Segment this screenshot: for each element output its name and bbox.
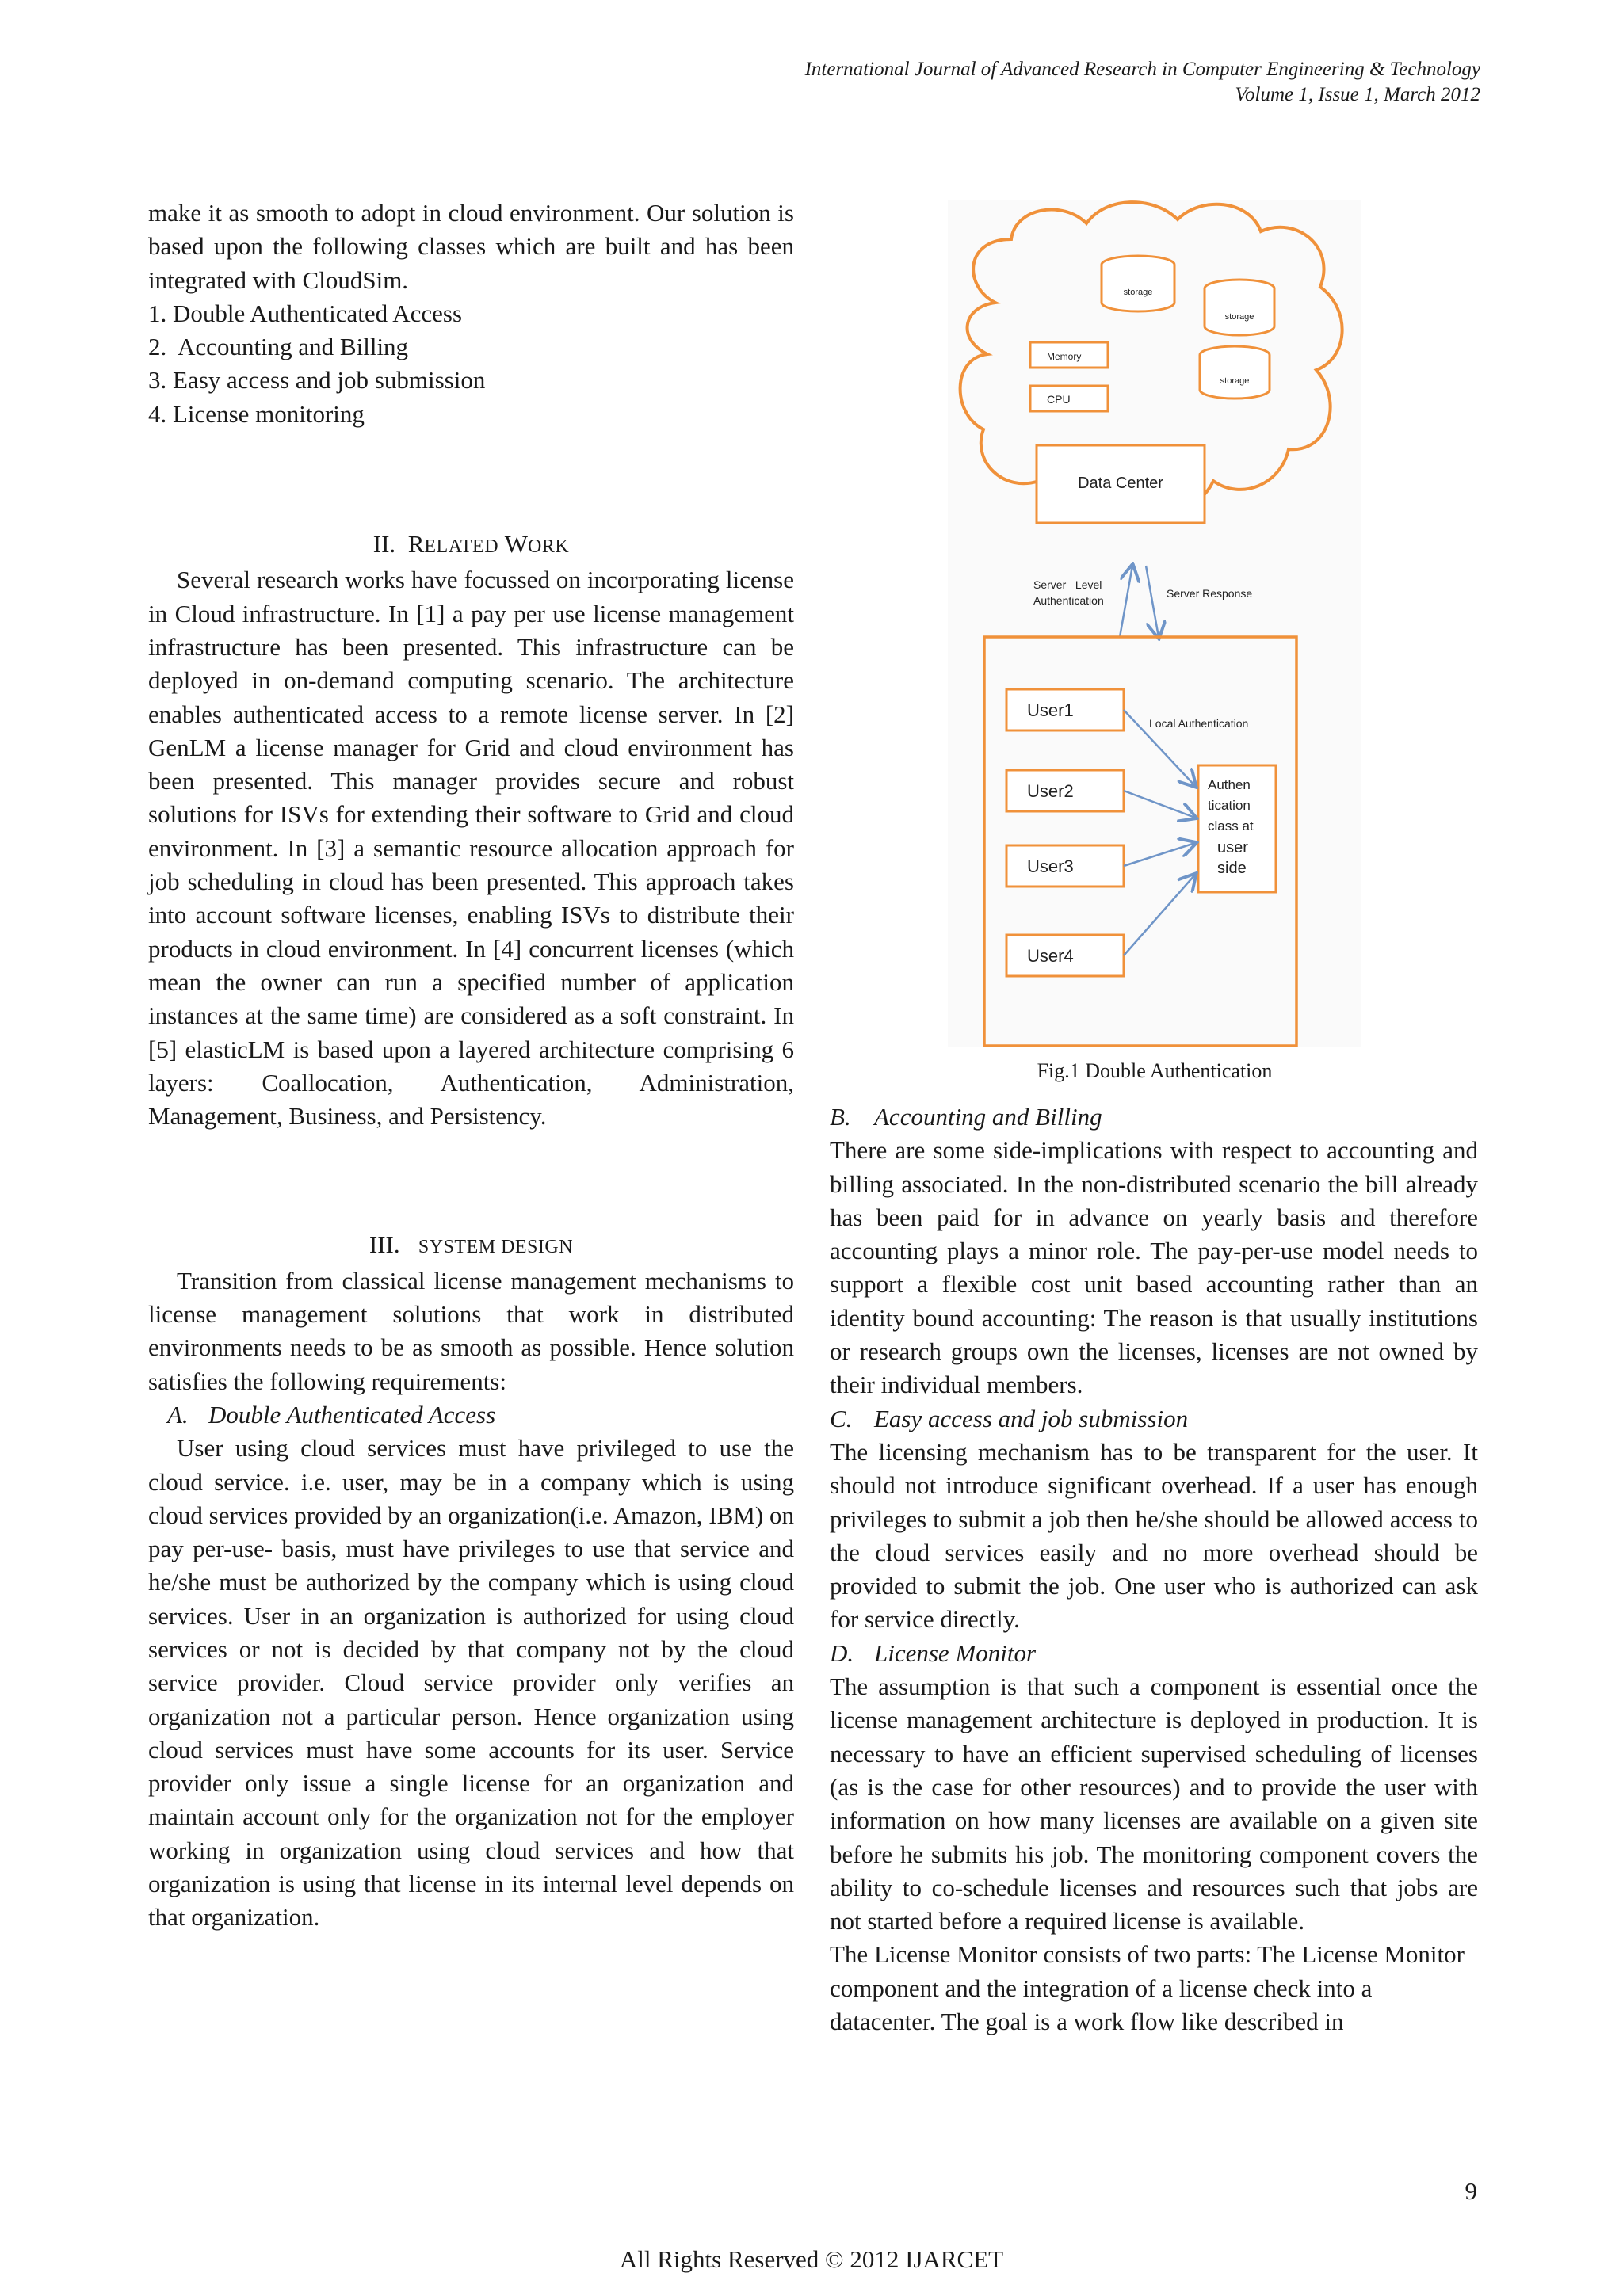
section-title-initial: W (504, 530, 529, 559)
double-authentication-figure (948, 200, 1361, 1047)
figure-diagram (948, 200, 1361, 1047)
subsection-letter: B. (830, 1103, 851, 1131)
section-heading-system-design (148, 1228, 794, 1264)
list-item: 2. Accounting and Billing (148, 333, 409, 361)
left-column (148, 196, 794, 1935)
subsection-heading-a (167, 1398, 794, 1432)
subsection-title: License Monitor (874, 1638, 1037, 1667)
list-item: 1. Double Authenticated Access (148, 299, 463, 327)
subsection-letter: A. (167, 1400, 189, 1428)
easy-access-paragraph: The licensing mechanism has to be transparent for the user. It should not introduce significant overhead. If a user has enough privileges to submit a job then he/she should be allowed access to the cloud services easily and no more overhead should be provided to submit the job. One user who is authorized can ask for service directly. (830, 1437, 1478, 1634)
user-label: User1 (1027, 700, 1074, 720)
subsection-heading-d (830, 1637, 1478, 1670)
local-auth-label: Local Authentication (1149, 717, 1249, 730)
storage-label: storage (1123, 288, 1153, 297)
journal-issue: Volume 1, Issue 1, March 2012 (1235, 84, 1480, 105)
server-auth-label: Authentication (1033, 594, 1104, 607)
subsection-title: Accounting and Billing (874, 1103, 1102, 1131)
figure-caption: Fig.1 Double Authentication (1037, 1059, 1273, 1082)
section-title-rest: ELATED (424, 536, 499, 558)
page-number: 9 (1465, 2177, 1477, 2205)
cpu-label: CPU (1047, 393, 1071, 406)
section-title-rest: ORK (528, 536, 570, 558)
auth-class-label: tication (1208, 798, 1251, 813)
auth-class-label: Authen (1208, 777, 1251, 792)
subsection-letter: D. (830, 1638, 854, 1667)
auth-class-label: user (1217, 839, 1248, 856)
list-item: 3. Easy access and job submission (148, 366, 486, 395)
solution-class-list (148, 297, 794, 431)
running-header (805, 57, 1480, 108)
auth-class-label: class at (1208, 818, 1254, 833)
section-title-initial: R (407, 530, 425, 559)
subsection-heading-c (830, 1402, 1478, 1436)
server-auth-label: Server Level (1033, 578, 1102, 591)
double-auth-paragraph: User using cloud services must have privileged to use the cloud service. i.e. user, may be in a company which is using cloud services provided by an organization(i.e. Amazon, IBM) on pay per-use- basis, must have privileges to use that service and he/she must be authorized by the company which is using cloud services. User in an organization is authorized for using cloud services or not is decided by that company not by the cloud service provider. Cloud service provider only verifies an organization not a particular person. Hence organization using cloud services must have some accounts for its user. Service provider only issue a single license for an organization and maintain account only for the organization not for the employer working in organization using cloud services and how that organization is using that license in its internal level depends on that organization. (148, 1434, 794, 1932)
section-title: SYSTEM DESIGN (418, 1237, 574, 1258)
section-number: III. (369, 1230, 400, 1259)
subsection-letter: C. (830, 1404, 853, 1432)
data-center-label: Data Center (1078, 475, 1163, 492)
storage-icon (1200, 346, 1270, 399)
section-number: II. (372, 530, 396, 559)
related-work-paragraph: Several research works have focussed on incorporating license in Cloud infrastructure. In [1] a pay per use license management infrastructure has been presented. This infrastructure can be deployed in on-demand computing scenario. The architecture enables authenticated access to a remote license server. In [2] GenLM a license manager for Grid and cloud environment has been presented. This manager provides secure and robust solutions for ISVs for extending their software to Grid and cloud environment. In [3] a semantic resource allocation approach for job scheduling in cloud has been presented. This approach takes into account software licenses, enabling ISVs to distribute their products in cloud environment. In [4] concurrent licenses (which mean the owner can run a specified number of application instances at the same time) are considered as a soft constraint. In [5] elasticLM is based upon a layered architecture comprising 6 layers: Coallocation, Authentication, Administration, Management, Business, and Persistency. (148, 566, 794, 1131)
auth-class-label: side (1217, 860, 1247, 877)
list-item: 4. License monitoring (148, 399, 365, 428)
storage-icon (1102, 256, 1174, 311)
section-heading-related-work (148, 528, 794, 563)
user-label: User2 (1027, 781, 1074, 801)
storage-label: storage (1220, 376, 1250, 386)
journal-title: International Journal of Advanced Research in Computer Engineering & Technology (804, 59, 1480, 80)
intro-paragraph: make it as smooth to adopt in cloud environment. Our solution is based upon the following classes which are built and has been integrated with CloudSim. (148, 199, 794, 294)
license-monitor-paragraph-2: The License Monitor consists of two parts: The License Monitor component and the integration of a license check into a datacenter. The goal is a work flow like described in (830, 1940, 1465, 2036)
right-column (830, 1100, 1478, 2039)
memory-label: Memory (1047, 351, 1082, 362)
accounting-paragraph: There are some side-implications with respect to accounting and billing associated. In the non-distributed scenario the bill already has been paid for in advance on yearly basis and therefore accounting plays a minor role. The pay-per-use model needs to support a flexible cost unit based accounting rather than an identity bound accounting: The reason is that usually institutions or research groups own the licenses, licenses are not owned by their individual members. (830, 1136, 1478, 1399)
storage-label: storage (1224, 312, 1254, 322)
copyright-footer: All Rights Reserved © 2012 IJARCET (619, 2245, 1004, 2273)
subsection-title: Double Authenticated Access (208, 1400, 496, 1428)
storage-icon (1205, 280, 1274, 335)
user-label: User3 (1027, 856, 1074, 876)
subsection-title: Easy access and job submission (874, 1404, 1189, 1432)
subsection-heading-b (830, 1100, 1478, 1134)
user-label: User4 (1027, 946, 1074, 966)
server-response-label: Server Response (1167, 587, 1253, 600)
system-design-paragraph: Transition from classical license management mechanisms to license management solutions that work in distributed environments needs to be as smooth as possible. Hence solution satisfies the following requirements: (148, 1266, 794, 1395)
license-monitor-paragraph: The assumption is that such a component is essential once the license management architecture is deployed in production. It is necessary to have an efficient supervised scheduling of licenses (as is the case for other resources) and to provide the user with information on how many licenses are available on a given site before he submits his job. The monitoring component covers the ability to co-schedule licenses and resources such that jobs are not started before a required license is available. (830, 1672, 1478, 1936)
